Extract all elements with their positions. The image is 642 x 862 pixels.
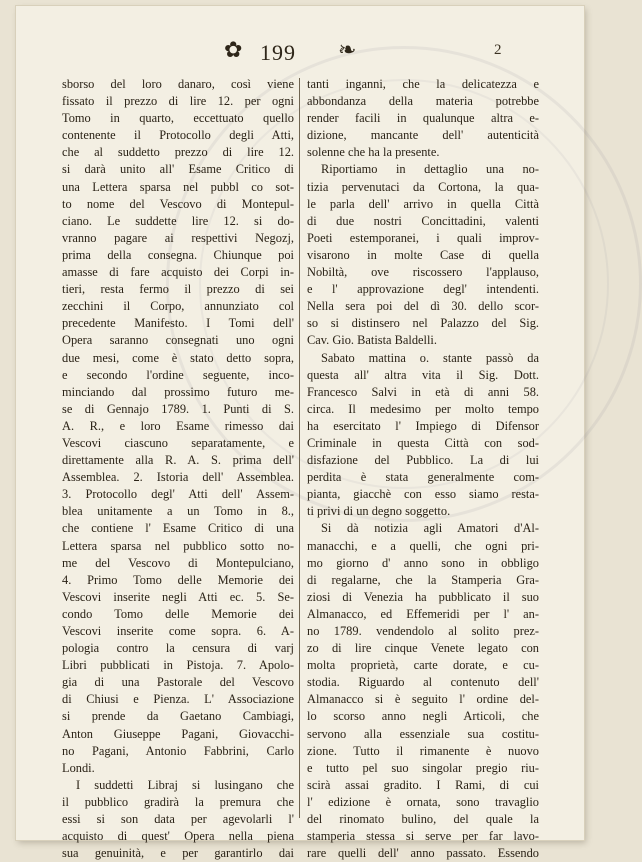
text-line: servono alla essenziale sua costitu-	[307, 726, 539, 741]
text-line: sborso del loro danaro, così viene	[62, 77, 294, 91]
text-line: ziosi di Venezia ha pubblicato il suo	[307, 589, 539, 604]
text-line: Anton Giuseppe Pagani, Giovacchi-	[62, 726, 294, 741]
text-line: e l' approvazione degl' intendenti.	[307, 282, 539, 297]
text-line: blea unitamente a un Tomo in 8.,	[62, 504, 294, 519]
text-line: le parla dell' arrivo in quella Città	[307, 196, 539, 211]
text-line: so si distinsero nel Palazzo del Sig.	[307, 316, 539, 331]
text-line: Poeti estemporanei, i quali improv-	[307, 230, 539, 245]
text-line: A. R., e loro Esame rimesso dai	[62, 418, 294, 433]
text-line: Almanacco si è seguito l' ordine del-	[307, 692, 539, 707]
text-line: Opera saranno consegnati uno ogni	[62, 333, 294, 348]
text-line: Cav. Gio. Batista Baldelli.	[307, 333, 437, 348]
text-line: fissato il prezzo di lire 12. per ogni	[62, 94, 294, 109]
text-line: no 1789. vendendolo al solito prez-	[307, 624, 539, 638]
text-line: gia di una Pastorale del Vescovo	[62, 675, 294, 690]
text-line: che al suddetto prezzo di lire 12.	[62, 145, 294, 160]
text-line: e secondo l'ordine seguente, inco-	[62, 367, 294, 382]
text-line: una Lettera sparsa nel pubbl co sot-	[62, 179, 294, 194]
text-line: due mesi, come è stato detto sopra,	[62, 350, 294, 365]
text-line: il pubblico gradirà la premura che	[62, 794, 294, 809]
text-line: lo scorso anno negli Articoli, che	[307, 709, 539, 724]
text-line: stodia. Riguardo al contenuto dell'	[307, 675, 539, 690]
text-line: prima della consegna. Chiunque poi	[62, 247, 294, 262]
text-line: 3. Protocollo degl' Atti dell' Assem-	[62, 487, 294, 502]
text-line: sua genuinità, e per garantirlo dai	[62, 846, 294, 861]
text-line: Criminale in questa Città con sod-	[307, 435, 539, 450]
text-line: zione. Tutto il rimanente è nuovo	[307, 743, 539, 758]
text-line: zo di lire cinque Venete legato con	[307, 641, 539, 656]
text-line: tizia pervenutaci da Cortona, la qua-	[307, 179, 539, 194]
text-line: di regalarne, che la Stamperia Gra-	[307, 572, 539, 587]
text-line: tieri, resta fermo il prezzo di sei	[62, 282, 294, 297]
text-line: stamperia stessa si serve per far lavo-	[307, 829, 539, 844]
fleuron-right-icon: ❧	[338, 38, 357, 63]
text-line: Assemblea. 2. Istoria dell' Assemblea.	[62, 470, 294, 485]
text-line: rare quelli dell' anno passato. Essendo	[307, 846, 539, 861]
text-line: manacchi, e a quelli, che ogni pri-	[307, 538, 539, 553]
text-line: precedente Manifesto. I Tomi dell'	[62, 316, 294, 331]
text-line: ciano. Le suddette lire 12. si do-	[62, 213, 294, 228]
text-line: tanti inganni, che la delicatezza e	[307, 77, 539, 91]
text-line: vranno pagare ai respettivi Negozj,	[62, 230, 294, 245]
page-number: 199	[260, 40, 296, 65]
text-line: Si dà notizia agli Amatori d'Al-	[321, 521, 539, 536]
text-line: amasse di fare acquisto dei Corpi in-	[62, 265, 294, 280]
text-line: mo giorno d' anno sono in obbligo	[307, 555, 539, 570]
text-line: scirà assai gradito. I Rami, di cui	[307, 777, 539, 792]
text-line: Vescovi inserite negli Atti ec. 5. Se-	[62, 589, 294, 604]
text-line: Francesco Salvi in età di anni 58.	[307, 384, 539, 399]
text-line: Lettera sparsa nel pubblico sotto no-	[62, 538, 294, 553]
text-line: Vescovi inserite come sopra. 6. A-	[62, 624, 294, 638]
text-line: acquisto di quest' Opera nella piena	[62, 829, 294, 844]
fleuron-left-icon: ✿	[224, 38, 243, 63]
text-line: no Pagani, Antonio Fabbrini, Carlo	[62, 743, 294, 758]
leaf-number: 2	[494, 42, 502, 58]
text-line: del rinomato bulino, del quale la	[307, 812, 539, 827]
text-line: Vescovi ciascuno separatamente, e	[62, 435, 294, 450]
text-line: direttamente alla R. A. S. prima dell'	[62, 453, 294, 468]
text-line: Nella sera poi del dì 30. dello scor-	[307, 299, 539, 314]
text-line: dizione, mancante dell' autenticità	[307, 128, 539, 143]
text-line: ti privi di un degno soggetto.	[307, 504, 451, 519]
text-line: I suddetti Libraj si lusingano che	[76, 777, 294, 792]
text-line: l' edizione è ornata, sono travaglio	[307, 794, 539, 809]
text-line: essi si son data per agevolarli l'	[62, 812, 294, 827]
text-line: e tutto pel suo singolar pregio riu-	[307, 760, 539, 775]
text-line: Londi.	[62, 760, 95, 775]
text-column-left	[62, 76, 294, 861]
text-line: si darà unito all' Esame Critico di	[62, 162, 294, 177]
text-line: solenne che ha la presente.	[307, 145, 440, 160]
text-line: perdita è stata generalmente com-	[307, 470, 539, 485]
text-line: molta proprietà, carte dorate, e cu-	[307, 658, 539, 673]
text-line: condo Tomo delle Memorie dei	[62, 606, 294, 621]
text-line: di Chiusi e Pienza. L' Associazione	[62, 692, 294, 707]
text-line: Tomo in quarto, eccettuato quello	[62, 111, 294, 126]
text-column-right	[307, 76, 539, 861]
text-line: Riportiamo in dettaglio una no-	[321, 162, 539, 177]
text-line: render facili in qualunque altra e-	[307, 111, 539, 126]
text-line: se di Gennajo 1789. 1. Punti di S.	[62, 401, 294, 416]
text-line: Libri pubblicati in Pistoja. 7. Apolo-	[62, 658, 294, 673]
text-line: pianta, giacchè con esso siamo resta-	[307, 487, 539, 502]
text-line: si prende da Gaetano Cambiagi,	[62, 709, 294, 724]
text-line: Almanacco, ed Effemeridi per l' an-	[307, 606, 539, 621]
text-line: ha esercitato l' Impiego di Difensor	[307, 418, 539, 433]
text-line: circa. Il medesimo per molto tempo	[307, 401, 539, 416]
text-line: 4. Primo Tomo delle Memorie dei	[62, 572, 294, 587]
text-line: to nome del Vescovo di Montepul-	[62, 196, 294, 211]
text-line: contenente il Protocollo degli Atti,	[62, 128, 294, 143]
column-divider	[299, 78, 300, 818]
text-line: zecchini il Corpo, annunziato col	[62, 299, 294, 314]
text-line: visarono in molte Case di quella	[307, 247, 539, 262]
text-line: Sabato mattina o. stante passò da	[321, 350, 539, 365]
page-header	[16, 36, 584, 70]
text-line: che contiene l' Esame Critico di una	[62, 521, 294, 536]
text-line: pologia contro la censura di varj	[62, 641, 294, 656]
text-line: disfazione del Pubblico. La di lui	[307, 453, 539, 468]
text-line: di due nostri Concittadini, valenti	[307, 213, 539, 228]
text-line: abbondanza della materia potrebbe	[307, 94, 539, 109]
newspaper-page	[16, 6, 584, 861]
text-line: me del Vescovo di Montepulciano,	[62, 555, 294, 570]
text-line: minciando dal prossimo futuro me-	[62, 384, 294, 399]
text-line: questa all' altra vita il Sig. Dott.	[307, 367, 539, 382]
text-line: Nobiltà, ove riscossero l'applauso,	[307, 265, 539, 280]
